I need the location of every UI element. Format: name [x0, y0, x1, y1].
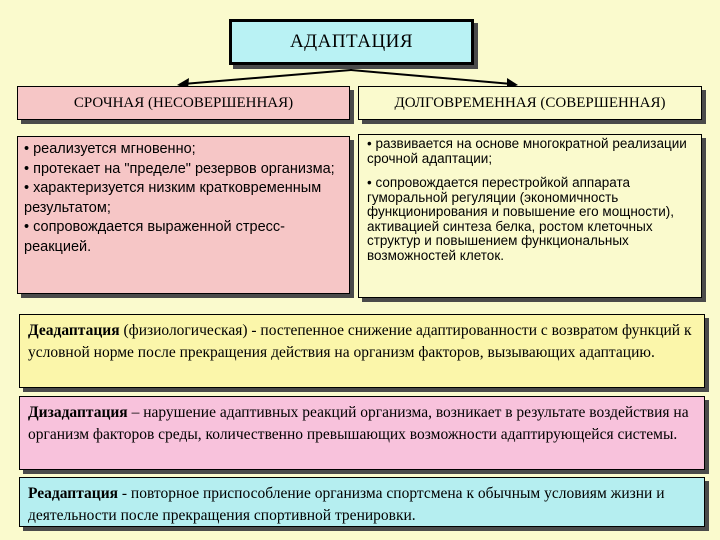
readaptation-term: Реадаптация [28, 485, 119, 502]
disadaptation-term: Дизадаптация [28, 404, 128, 421]
urgent-adaptation-features [17, 136, 350, 294]
readaptation-text: - повторное приспособление организма спортсмена к обычным условиям жизни и деятельности после прекращения спортивной тренировки. [28, 485, 665, 524]
deadaptation-definition [19, 314, 705, 388]
urgent-item: • сопровождается выраженной стресс-реакцией. [24, 219, 285, 255]
disadaptation-definition [19, 396, 705, 470]
arrow-left-line [183, 70, 351, 84]
urgent-item: • характеризуется низким кратковременным результатом; [24, 180, 322, 216]
long-term-item: • сопровождается перестройкой аппарата гуморальной регуляции (экономичность функционирования и повышение его мощности), активацией синтеза белка, ростом клеточных структур и повышением функциональных возможностей клеток. [367, 175, 674, 263]
long-term-header-label: ДОЛГОВРЕМЕННАЯ (СОВЕРШЕННАЯ) [394, 94, 666, 111]
deadaptation-text: (физиологическая) - постепенное снижение адаптированности с возвратом функций к условной норме после прекращения действия на организм факторов, вызывающих адаптацию. [28, 322, 692, 361]
readaptation-definition [19, 477, 705, 527]
arrow-right-line [351, 70, 512, 84]
urgent-header-label: СРОЧНАЯ (НЕСОВЕРШЕННАЯ) [73, 94, 294, 111]
disadaptation-text: – нарушение адаптивных реакций организма, возникает в результате воздействия на организм факторов среды, количественно превышающих возможности адаптирующейся системы. [28, 404, 689, 443]
diagram-title: АДАПТАЦИЯ [289, 31, 414, 52]
urgent-item: • реализуется мгновенно; [24, 141, 196, 157]
urgent-adaptation-header [17, 86, 350, 120]
urgent-item: • протекает на "пределе" резервов организма; [24, 160, 335, 177]
long-term-adaptation-header [358, 86, 702, 120]
deadaptation-term: Деадаптация [28, 322, 120, 339]
long-term-adaptation-features [358, 134, 702, 298]
long-term-item: • развивается на основе многократной реализации срочной адаптации; [367, 136, 687, 166]
title-box [229, 19, 474, 65]
